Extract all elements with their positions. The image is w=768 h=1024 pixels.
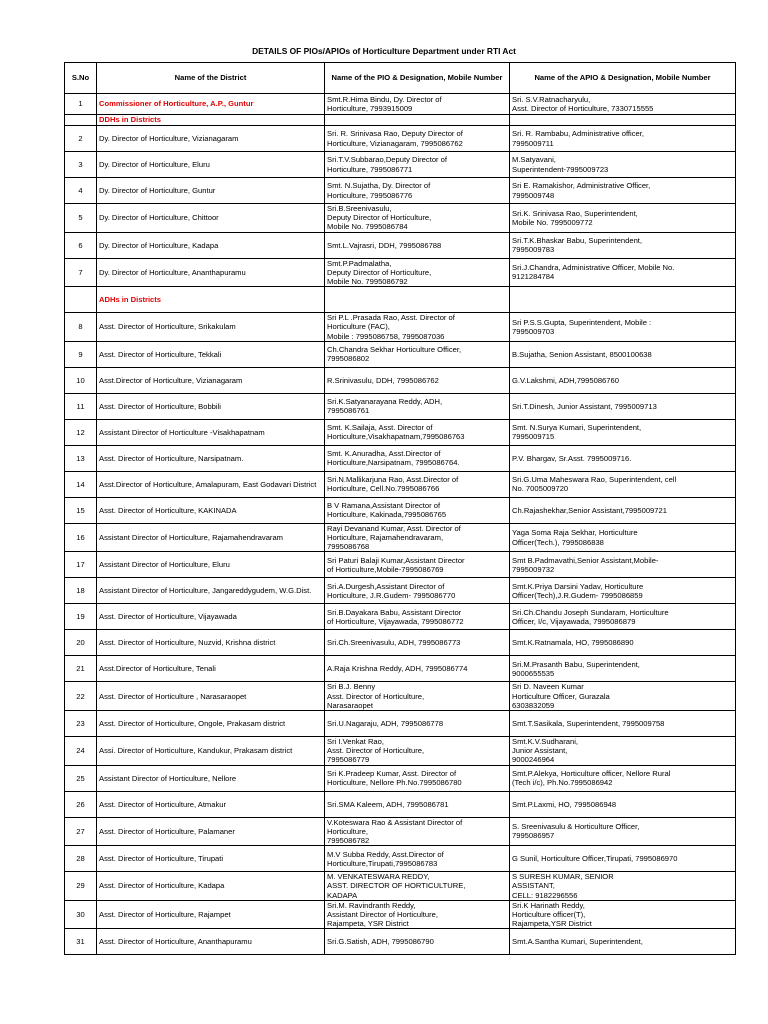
sno-cell: 30 [65, 900, 97, 929]
pio-cell [325, 126, 510, 152]
sno-cell: 13 [65, 445, 97, 471]
apio-cell [510, 817, 736, 846]
table-body [65, 94, 736, 955]
cell-line: CELL: 9182296556 [512, 890, 578, 900]
cell-line: Superintendent-7995009723 [512, 164, 609, 174]
section-label: DDHs in Districts [97, 115, 325, 126]
cell-line: Sri.G.Uma Maheswara Rao, Superintendent, cell [512, 475, 677, 485]
cell-line: ASSISTANT, [512, 881, 555, 891]
table-header-row [65, 63, 736, 94]
section-empty-cell [510, 287, 736, 313]
cell-line: P.V. Bhargav, Sr.Asst. 7995009716. [512, 453, 632, 463]
cell-line: (Tech i/c), Ph.No.7995086942 [512, 778, 613, 788]
cell-line: M.V Subba Reddy, Asst.Director of [327, 849, 444, 859]
district-cell: Assistant Director of Horticulture -Visakhapatnam [97, 419, 325, 445]
district-cell: Assistant Director of Horticulture, Jangareddygudem, W.G.Dist. [97, 578, 325, 604]
pio-cell [325, 445, 510, 471]
cell-line: Mobile : 7995086758, 7995087036 [327, 331, 445, 341]
cell-line: Mobile No. 7995009772 [512, 217, 593, 227]
district-cell: Asst. Director of Horticulture, Kadapa [97, 872, 325, 901]
cell-line: Sri.N.Mallikarjuna Rao, Asst.Director of [327, 475, 459, 485]
sno-cell: 14 [65, 471, 97, 497]
cell-line: S SURESH KUMAR, SENIOR [512, 872, 614, 882]
cell-line: M.Satyavani, [512, 155, 556, 165]
sno-cell: 8 [65, 313, 97, 342]
district-cell: Assistant Director of Horticulture, Nellore [97, 765, 325, 791]
cell-line: 7995086768 [327, 542, 370, 552]
pio-cell [325, 929, 510, 955]
pio-cell [325, 258, 510, 287]
cell-line: S. Sreenivasulu & Horticulture Officer, [512, 822, 640, 832]
cell-line: Deputy Director of Horticulture, [327, 267, 432, 277]
sno-cell: 26 [65, 791, 97, 817]
apio-cell [510, 94, 736, 115]
cell-line: Horticulture,Tirupati,7995086783 [327, 858, 438, 868]
apio-cell [510, 497, 736, 523]
pio-cell [325, 552, 510, 578]
cell-line: Assistant Director of Horticulture, [327, 910, 438, 920]
district-cell: Commissioner of Horticulture, A.P., Guntur [97, 94, 325, 115]
cell-line: Sri Paturi Balaji Kumar,Assistant Director [327, 555, 465, 565]
pio-cell [325, 817, 510, 846]
cell-line: R.Srinivasulu, DDH, 7995086762 [327, 375, 439, 385]
table-row [65, 929, 736, 955]
cell-line: Horticulture, 7995086776 [327, 190, 413, 200]
table-row [65, 497, 736, 523]
cell-line: 7995009711 [512, 138, 554, 148]
district-cell: Asst. Director of Horticulture, KAKINADA [97, 497, 325, 523]
section-row [65, 287, 736, 313]
header-pio: Name of the PIO & Designation, Mobile Number [325, 63, 510, 94]
sno-cell: 31 [65, 929, 97, 955]
cell-line: Horticulture Officer, Gurazala [512, 691, 610, 701]
cell-line: Sri E. Ramakishor, Administrative Officer, [512, 181, 651, 191]
table-row [65, 126, 736, 152]
sno-cell: 7 [65, 258, 97, 287]
pio-cell [325, 791, 510, 817]
sno-cell: 19 [65, 604, 97, 630]
table-row [65, 765, 736, 791]
cell-line: Sri.T.Dinesh, Junior Assistant, 7995009713 [512, 401, 657, 411]
pio-cell [325, 656, 510, 682]
district-cell: Asst. Director of Horticulture, Srikakulam [97, 313, 325, 342]
apio-cell [510, 178, 736, 204]
table-row [65, 94, 736, 115]
pio-cell [325, 313, 510, 342]
sno-cell: 11 [65, 393, 97, 419]
cell-line: Sri.K Harinath Reddy, [512, 900, 585, 910]
district-cell: Asst. Director of Horticulture, Tirupati [97, 846, 325, 872]
sno-cell: 4 [65, 178, 97, 204]
pio-cell [325, 682, 510, 711]
cell-line: Horticulture (FAC), [327, 322, 390, 332]
cell-line: 7995009715 [512, 432, 555, 442]
cell-line: Sri.J.Chandra, Administrative Officer, Mobile No. [512, 263, 675, 273]
apio-cell [510, 393, 736, 419]
cell-line: Sri I.Venkat Rao, [327, 737, 384, 747]
sno-cell: 5 [65, 204, 97, 233]
cell-line: Smt. N.Surya Kumari, Superintendent, [512, 423, 642, 433]
district-cell: Asst. Director of Horticulture, Tekkali [97, 341, 325, 367]
cell-line: Sri.M. Ravindranth Reddy, [327, 900, 416, 910]
cell-line: 6303832059 [512, 700, 555, 710]
header-apio: Name of the APIO & Designation, Mobile Number [510, 63, 736, 94]
cell-line: A.Raja Krishna Reddy, ADH, 7995086774 [327, 664, 468, 674]
district-cell: Asst. Director of Horticulture , Narasaraopet [97, 682, 325, 711]
pio-cell [325, 578, 510, 604]
cell-line: Sri.T.K.Bhaskar Babu, Superintendent, [512, 235, 643, 245]
section-sno-cell [65, 287, 97, 313]
cell-line: Sri.M.Prasanth Babu, Superintendent, [512, 659, 640, 669]
cell-line: Smt.P.Alekya, Horticulture officer, Nellore Rural [512, 768, 671, 778]
district-cell: Assistant Director of Horticulture, Eluru [97, 552, 325, 578]
cell-line: Officer(Tech.), 7995086838 [512, 537, 604, 547]
apio-cell [510, 929, 736, 955]
cell-line: 9000246964 [512, 755, 555, 765]
cell-line: Sri.B.Sreenivasulu, [327, 204, 392, 213]
cell-line: of Horticulture,Mobile-7995086769 [327, 564, 444, 574]
district-cell: Assistant Director of Horticulture, Rajamahendravaram [97, 523, 325, 552]
apio-cell [510, 711, 736, 737]
cell-line: 7995086957 [512, 831, 555, 841]
sno-cell: 2 [65, 126, 97, 152]
sno-cell: 28 [65, 846, 97, 872]
cell-line: Sri.B.Dayakara Babu, Assistant Director [327, 607, 462, 617]
section-empty-cell [325, 115, 510, 126]
table-row [65, 523, 736, 552]
cell-line: Smt.P.Laxmi, HO, 7995086948 [512, 799, 617, 809]
cell-line: Sri.SMA Kaleem, ADH, 7995086781 [327, 799, 449, 809]
table-row [65, 817, 736, 846]
cell-line: Junior Assistant, [512, 746, 568, 756]
table-row [65, 630, 736, 656]
cell-line: Rajampeta,YSR District [512, 919, 592, 929]
table-row [65, 313, 736, 342]
cell-line: Sri.A.Durgesh,Assistant Director of [327, 581, 445, 591]
apio-cell [510, 578, 736, 604]
sno-cell: 10 [65, 367, 97, 393]
section-sno-cell [65, 115, 97, 126]
cell-line: Sri.G.Satish, ADH, 7995086790 [327, 937, 434, 947]
cell-line: Asst. Director of Horticulture, [327, 746, 425, 756]
apio-cell [510, 419, 736, 445]
cell-line: KADAPA [327, 890, 358, 900]
table-row [65, 152, 736, 178]
table-row [65, 341, 736, 367]
cell-line: Horticulture, Rajamahendravaram, [327, 533, 444, 543]
apio-cell [510, 341, 736, 367]
cell-line: Smt.K.Priya Darsini Yadav, Horticulture [512, 581, 644, 591]
section-row [65, 115, 736, 126]
district-cell: Dy. Director of Horticulture, Kadapa [97, 232, 325, 258]
section-label: ADHs in Districts [97, 287, 325, 313]
sno-cell: 29 [65, 872, 97, 901]
cell-line: Horticulture,Visakhapatnam,7995086763 [327, 432, 465, 442]
apio-cell [510, 682, 736, 711]
table-row [65, 367, 736, 393]
apio-cell [510, 552, 736, 578]
cell-line: Asst. Director of Horticulture, [327, 691, 425, 701]
pio-cell [325, 765, 510, 791]
cell-line: Smt. N.Sujatha, Dy. Director of [327, 181, 431, 191]
district-cell: Asst.Director of Horticulture, Tenali [97, 656, 325, 682]
district-cell: Asst. Director of Horticulture, Ongole, Prakasam district [97, 711, 325, 737]
pio-cell [325, 94, 510, 115]
cell-line: Horticulture, 7993915009 [327, 104, 413, 113]
cell-line: 9121284784 [512, 272, 555, 282]
cell-line: V.Koteswara Rao & Assistant Director of [327, 817, 463, 827]
apio-cell [510, 523, 736, 552]
cell-line: 7995086782 [327, 836, 370, 846]
pio-cell [325, 393, 510, 419]
cell-line: Smt. K.Anuradha, Asst.Director of [327, 449, 441, 459]
district-cell: Asst. Director of Horticulture, Bobbili [97, 393, 325, 419]
cell-line: of Horticulture, Vijayawada, 7995086772 [327, 616, 464, 626]
pio-cell [325, 630, 510, 656]
sno-cell: 27 [65, 817, 97, 846]
district-cell: Dy. Director of Horticulture, Guntur [97, 178, 325, 204]
cell-line: Sri.Ch.Sreenivasulu, ADH, 7995086773 [327, 638, 461, 648]
sno-cell: 6 [65, 232, 97, 258]
cell-line: Sri. R. Srinivasa Rao, Deputy Director of [327, 129, 463, 139]
pio-cell [325, 737, 510, 766]
cell-line: Sri D. Naveen Kumar [512, 682, 584, 692]
apio-cell [510, 126, 736, 152]
table-row [65, 232, 736, 258]
cell-line: Smt.R.Hima Bindu, Dy. Director of [327, 94, 442, 104]
pio-cell [325, 419, 510, 445]
apio-cell [510, 367, 736, 393]
table-row [65, 471, 736, 497]
cell-line: 7995009732 [512, 564, 555, 574]
sno-cell: 24 [65, 737, 97, 766]
cell-line: 9000655535 [512, 668, 555, 678]
table-row [65, 393, 736, 419]
apio-cell [510, 152, 736, 178]
apio-cell [510, 846, 736, 872]
cell-line: Sri.T.V.Subbarao,Deputy Director of [327, 155, 448, 165]
cell-line: Horticulture, 7995086771 [327, 164, 413, 174]
cell-line: Officer, I/c, Vijayawada, 7995086879 [512, 616, 636, 626]
sno-cell: 15 [65, 497, 97, 523]
cell-line: Horticulture, J.R.Gudem- 7995086770 [327, 590, 456, 600]
cell-line: Horticulture, Vizianagaram, 7995086762 [327, 138, 463, 148]
pio-cell [325, 900, 510, 929]
section-empty-cell [325, 287, 510, 313]
cell-line: Asst. Director of Horticulture, 7330715555 [512, 104, 654, 113]
cell-line: Rajampeta, YSR District [327, 919, 409, 929]
district-cell: Asst. Director of Horticulture, Vijayawada [97, 604, 325, 630]
header-district: Name of the District [97, 63, 325, 94]
table-row [65, 178, 736, 204]
cell-line: Smt.A.Santha Kumari, Superintendent, [512, 937, 643, 947]
district-cell: Asst.Director of Horticulture, Amalapuram, East Godavari District [97, 471, 325, 497]
cell-line: Horticulture, Cell.No.7995086766 [327, 484, 440, 494]
cell-line: Sri.K.Satyanarayana Reddy, ADH, [327, 397, 443, 407]
table-row [65, 445, 736, 471]
cell-line: Officer(Tech),J.R.Gudem- 7995086859 [512, 590, 643, 600]
apio-cell [510, 900, 736, 929]
sno-cell: 9 [65, 341, 97, 367]
table-row [65, 711, 736, 737]
table-row [65, 419, 736, 445]
district-cell: Assi. Director of Horticulture, Kandukur, Prakasam district [97, 737, 325, 766]
pio-cell [325, 367, 510, 393]
pio-cell [325, 872, 510, 901]
cell-line: Smt. K.Sailaja, Asst. Director of [327, 423, 433, 433]
cell-line: Ch.Rajashekhar,Senior Assistant,7995009721 [512, 505, 667, 515]
apio-cell [510, 258, 736, 287]
apio-cell [510, 471, 736, 497]
table-row [65, 900, 736, 929]
district-cell: Asst.Director of Horticulture, Vizianagaram [97, 367, 325, 393]
district-cell: Dy. Director of Horticulture, Eluru [97, 152, 325, 178]
cell-line: 7995086802 [327, 354, 370, 364]
apio-cell [510, 737, 736, 766]
pio-cell [325, 604, 510, 630]
cell-line: Mobile No. 7995086792 [327, 277, 408, 287]
pio-apio-table [64, 62, 736, 955]
apio-cell [510, 445, 736, 471]
sno-cell: 16 [65, 523, 97, 552]
table-row [65, 737, 736, 766]
district-cell: Dy. Director of Horticulture, Vizianagaram [97, 126, 325, 152]
cell-line: 7995086761 [327, 406, 370, 416]
cell-line: M. VENKATESWARA REDDY, [327, 872, 430, 882]
table-row [65, 682, 736, 711]
pio-cell [325, 232, 510, 258]
pio-cell [325, 471, 510, 497]
sno-cell: 17 [65, 552, 97, 578]
cell-line: Mobile No. 7995086784 [327, 222, 408, 232]
apio-cell [510, 630, 736, 656]
cell-line: Sri. R. Rambabu, Administrative officer, [512, 129, 644, 139]
apio-cell [510, 656, 736, 682]
cell-line: Sri K.Pradeep Kumar, Asst. Director of [327, 768, 457, 778]
sno-cell: 3 [65, 152, 97, 178]
cell-line: Smt.K.V.Sudharani, [512, 737, 578, 747]
cell-line: Horticulture, Nellore Ph.No.7995086780 [327, 778, 462, 788]
cell-line: B V Ramana,Assistant Director of [327, 501, 441, 511]
cell-line: Horticulture,Narsipatnam, 7995086764. [327, 458, 460, 468]
apio-cell [510, 313, 736, 342]
header-sno: S.No [65, 63, 97, 94]
cell-line: Rayi Devanand Kumar, Asst. Director of [327, 523, 461, 533]
sno-cell: 12 [65, 419, 97, 445]
table-row [65, 258, 736, 287]
cell-line: Deputy Director of Horticulture, [327, 213, 432, 223]
document-title: DETAILS OF PIOs/APIOs of Horticulture Department under RTI Act [252, 46, 516, 56]
district-cell: Asst. Director of Horticulture, Palamaner [97, 817, 325, 846]
pio-cell [325, 711, 510, 737]
cell-line: Horticulture, Kakinada,7995086765 [327, 510, 447, 520]
district-cell: Dy. Director of Horticulture, Chittoor [97, 204, 325, 233]
cell-line: Sri.K. Srinivasa Rao, Superintendent, [512, 208, 638, 218]
table-row [65, 204, 736, 233]
district-cell: Dy. Director of Horticulture, Ananthapuramu [97, 258, 325, 287]
sno-cell: 23 [65, 711, 97, 737]
cell-line: Smt.K.Ratnamala, HO, 7995086890 [512, 638, 634, 648]
district-cell: Asst. Director of Horticulture, Narsipatnam. [97, 445, 325, 471]
apio-cell [510, 204, 736, 233]
table-row [65, 656, 736, 682]
sno-cell: 1 [65, 94, 97, 115]
sno-cell: 18 [65, 578, 97, 604]
table-row [65, 552, 736, 578]
cell-line: G Sunil, Horticulture Officer,Tirupati, 7995086970 [512, 854, 678, 864]
apio-cell [510, 872, 736, 901]
cell-line: B.Sujatha, Senion Assistant, 8500100638 [512, 349, 652, 359]
cell-line: Smt B.Padmavathi,Senior Assistant,Mobile- [512, 555, 659, 565]
pio-cell [325, 204, 510, 233]
sno-cell: 25 [65, 765, 97, 791]
cell-line: Sri.U.Nagaraju, ADH, 7995086778 [327, 718, 444, 728]
table-row [65, 604, 736, 630]
cell-line: Sri P.L .Prasada Rao, Asst. Director of [327, 313, 455, 323]
cell-line: Smt.T.Sasikala, Superintendent, 7995009758 [512, 718, 665, 728]
cell-line: Yaga Soma Raja Sekhar, Horticulture [512, 528, 638, 538]
apio-cell [510, 765, 736, 791]
cell-line: Horticulture officer(T), [512, 910, 586, 920]
table-row [65, 872, 736, 901]
table-row [65, 791, 736, 817]
cell-line: 7995009748 [512, 190, 555, 200]
pio-cell [325, 178, 510, 204]
cell-line: ASST. DIRECTOR OF HORTICULTURE, [327, 881, 466, 891]
sno-cell: 22 [65, 682, 97, 711]
cell-line: G.V.Lakshmi, ADH,7995086760 [512, 375, 619, 385]
district-cell: Asst. Director of Horticulture, Nuzvid, Krishna district [97, 630, 325, 656]
pio-cell [325, 152, 510, 178]
district-cell: Asst. Director of Horticulture, Atmakur [97, 791, 325, 817]
table-row [65, 578, 736, 604]
apio-cell [510, 232, 736, 258]
pio-cell [325, 341, 510, 367]
sno-cell: 21 [65, 656, 97, 682]
pio-cell [325, 846, 510, 872]
cell-line: Smt.P.Padmalatha, [327, 258, 392, 268]
sno-cell: 20 [65, 630, 97, 656]
district-cell: Asst. Director of Horticulture, Rajampet [97, 900, 325, 929]
cell-line: Horticulture, [327, 826, 368, 836]
cell-line: 7995009783 [512, 245, 555, 255]
cell-line: Smt.L.Vajrasri, DDH, 7995086788 [327, 240, 442, 250]
cell-line: 7995009703 [512, 327, 555, 337]
pio-cell [325, 523, 510, 552]
table-row [65, 846, 736, 872]
cell-line: Narasaraopet [327, 700, 374, 710]
cell-line: Sri.Ch.Chandu Joseph Sundaram, Horticulture [512, 607, 669, 617]
pio-cell [325, 497, 510, 523]
section-empty-cell [510, 115, 736, 126]
apio-cell [510, 604, 736, 630]
cell-line: No. 7005009720 [512, 484, 569, 494]
cell-line: Ch.Chandra Sekhar Horticulture Officer, [327, 345, 462, 355]
apio-cell [510, 791, 736, 817]
cell-line: 7995086779 [327, 755, 370, 765]
cell-line: Sri. S.V.Ratnacharyulu, [512, 94, 591, 104]
district-cell: Asst. Director of Horticulture, Ananthapuramu [97, 929, 325, 955]
cell-line: Sri B.J. Benny [327, 682, 376, 692]
cell-line: Sri P.S.S.Gupta, Superintendent, Mobile : [512, 317, 652, 327]
